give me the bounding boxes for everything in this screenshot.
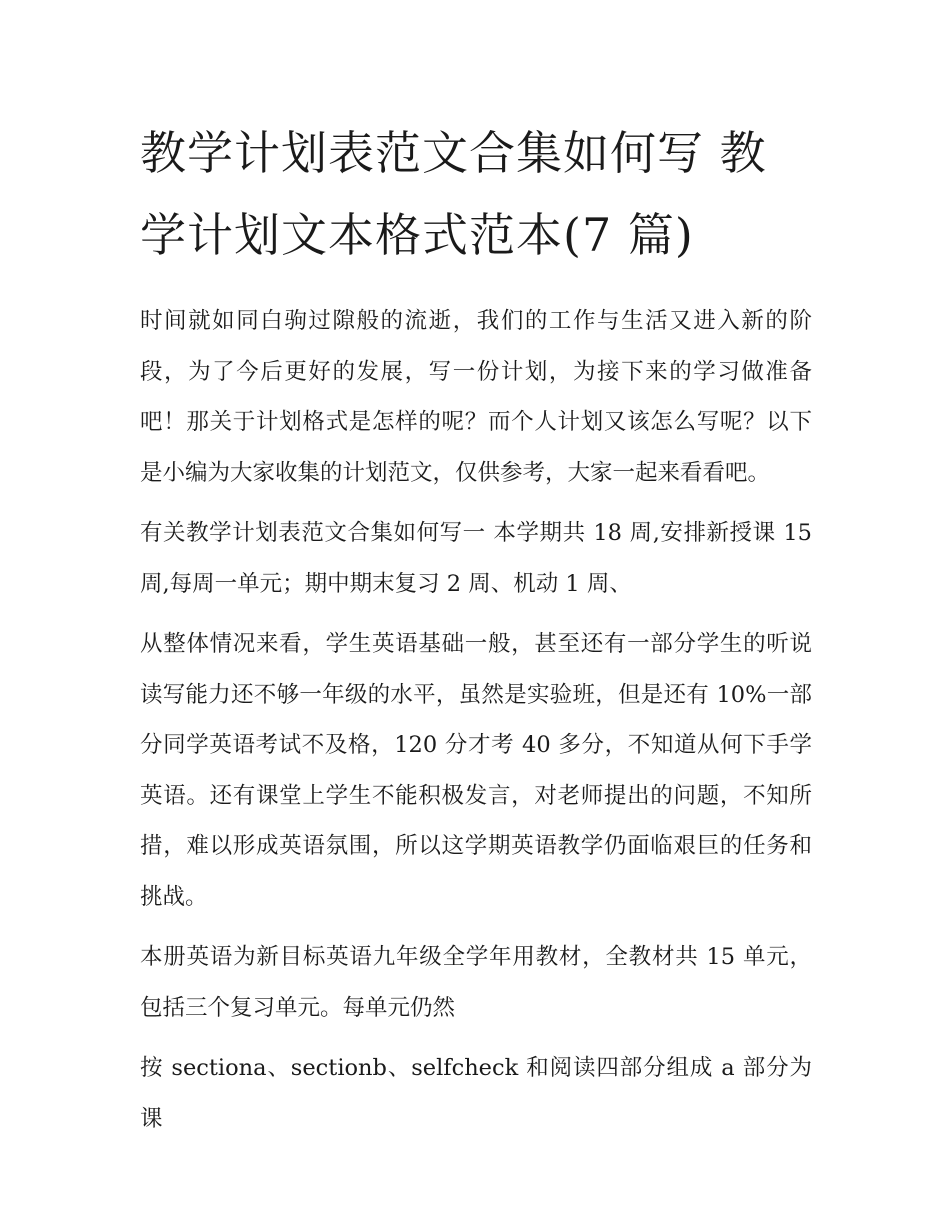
paragraph-schedule: 有关教学计划表范文合集如何写一 本学期共 18 周,安排新授课 15 周,每周一单元；期中期末复习 2 周、机动 1 周、 <box>140 520 812 597</box>
paragraph-intro: 时间就如同白驹过隙般的流逝，我们的工作与生活又进入新的阶段，为了今后更好的发展，写一份计划，为接下来的学习做准备吧！那关于计划格式是怎样的呢？而个人计划又该怎么写呢？以下是小编为大家收集的计划范文，仅供参考，大家一起来看看吧。 <box>140 308 812 486</box>
paragraph-structure: 按 sectiona、sectionb、selfcheck 和阅读四部分组成 a 部分为课 <box>140 1055 812 1132</box>
document-title: 教学计划表范文合集如何写 教学计划文本格式范本(7 篇) <box>140 126 767 262</box>
paragraph-student-situation: 从整体情况来看，学生英语基础一般，甚至还有一部分学生的听说读写能力还不够一年级的水平，虽然是实验班，但是还有 10%一部分同学英语考试不及格，120 分才考 40 多分，不知道从何下手学英语。还有课堂上学生不能积极发言，对老师提出的问题，不知所措，难以形成英语氛围，所以这学期英语教学仍面临艰巨的任务和挑战。 <box>140 631 812 910</box>
paragraph-textbook: 本册英语为新目标英语九年级全学年用教材，全教材共 15 单元，包括三个复习单元。每单元仍然 <box>140 944 812 1021</box>
document-page <box>140 112 812 1144</box>
